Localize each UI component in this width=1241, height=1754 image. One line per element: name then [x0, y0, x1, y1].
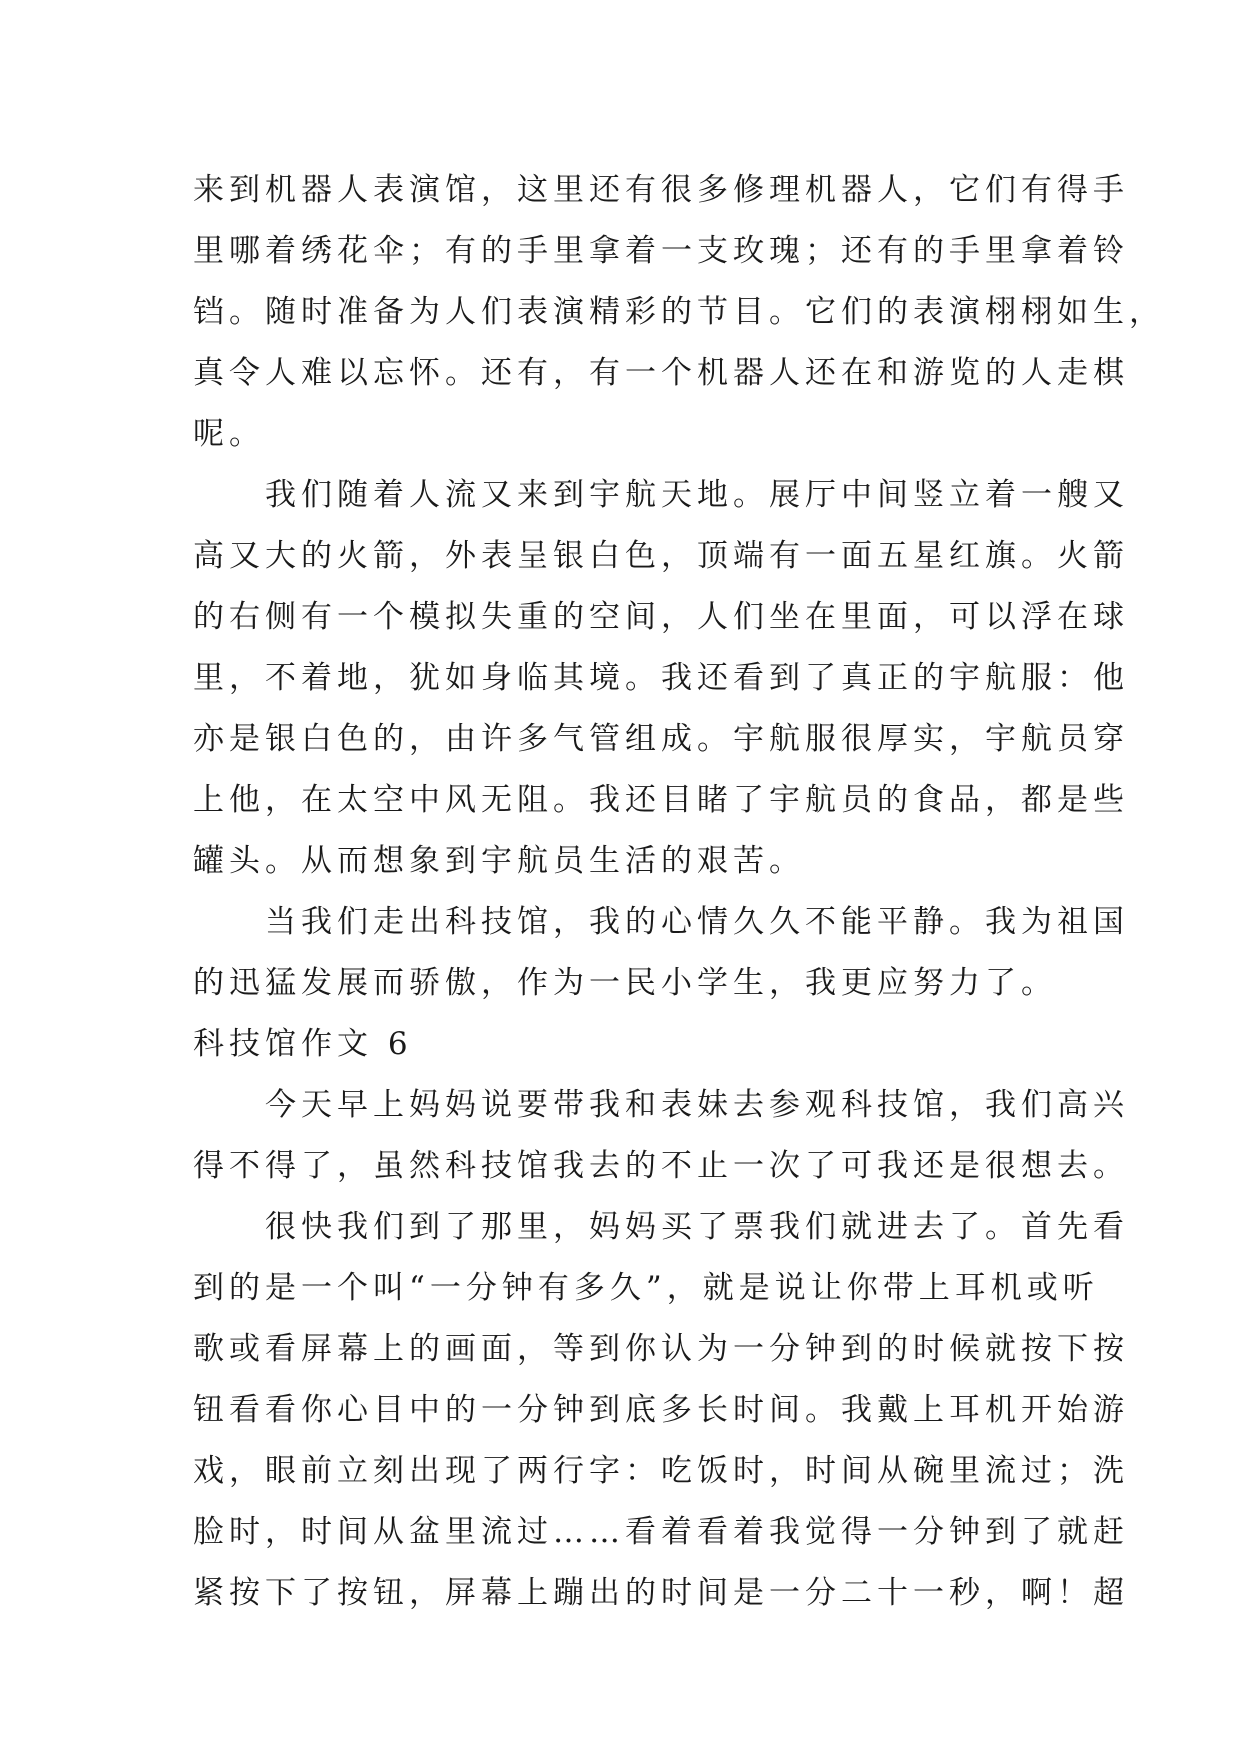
text-line: 钮看看你心目中的一分钟到底多长时间。我戴上耳机开始游 — [193, 1392, 1129, 1428]
text-line: 亦是银白色的，由许多气管组成。宇航服很厚实，宇航员穿 — [193, 721, 1129, 757]
text-line: 呢。 — [193, 416, 265, 452]
text-line: 到的是一个叫“一分钟有多久”，就是说让你带上耳机或听 — [193, 1270, 1099, 1306]
text-line: 今天早上妈妈说要带我和表妹去参观科技馆，我们高兴 — [193, 1087, 1129, 1123]
text-line: 得不得了，虽然科技馆我去的不止一次了可我还是很想去。 — [193, 1148, 1129, 1184]
text-line: 脸时，时间从盆里流过……看着看着我觉得一分钟到了就赶 — [193, 1514, 1129, 1550]
text-line: 的迅猛发展而骄傲，作为一民小学生，我更应努力了。 — [193, 965, 1057, 1001]
text-line: 真令人难以忘怀。还有，有一个机器人还在和游览的人走棋 — [193, 355, 1129, 391]
text-line: 罐头。从而想象到宇航员生活的艰苦。 — [193, 843, 805, 879]
text-line: 来到机器人表演馆，这里还有很多修理机器人，它们有得手 — [193, 172, 1129, 208]
text-line: 高又大的火箭，外表呈银白色，顶端有一面五星红旗。火箭 — [193, 538, 1129, 574]
section-heading: 科技馆作文 6 — [193, 1026, 413, 1062]
text-line: 戏，眼前立刻出现了两行字：吃饭时，时间从碗里流过；洗 — [193, 1453, 1129, 1489]
text-line: 很快我们到了那里，妈妈买了票我们就进去了。首先看 — [193, 1209, 1129, 1245]
document-body — [193, 160, 1165, 1624]
text-line: 紧按下了按钮，屏幕上蹦出的时间是一分二十一秒，啊！超 — [193, 1575, 1129, 1611]
text-line: 我们随着人流又来到宇航天地。展厅中间竖立着一艘又 — [193, 477, 1129, 513]
text-line: 铛。随时准备为人们表演精彩的节目。它们的表演栩栩如生， — [193, 294, 1165, 330]
text-line: 里，不着地，犹如身临其境。我还看到了真正的宇航服：他 — [193, 660, 1129, 696]
text-line: 上他，在太空中风无阻。我还目睹了宇航员的食品，都是些 — [193, 782, 1129, 818]
text-line: 里哪着绣花伞；有的手里拿着一支玫瑰；还有的手里拿着铃 — [193, 233, 1129, 269]
text-line: 当我们走出科技馆，我的心情久久不能平静。我为祖国 — [193, 904, 1129, 940]
text-line: 的右侧有一个模拟失重的空间，人们坐在里面，可以浮在球 — [193, 599, 1129, 635]
text-line: 歌或看屏幕上的画面，等到你认为一分钟到的时候就按下按 — [193, 1331, 1129, 1367]
